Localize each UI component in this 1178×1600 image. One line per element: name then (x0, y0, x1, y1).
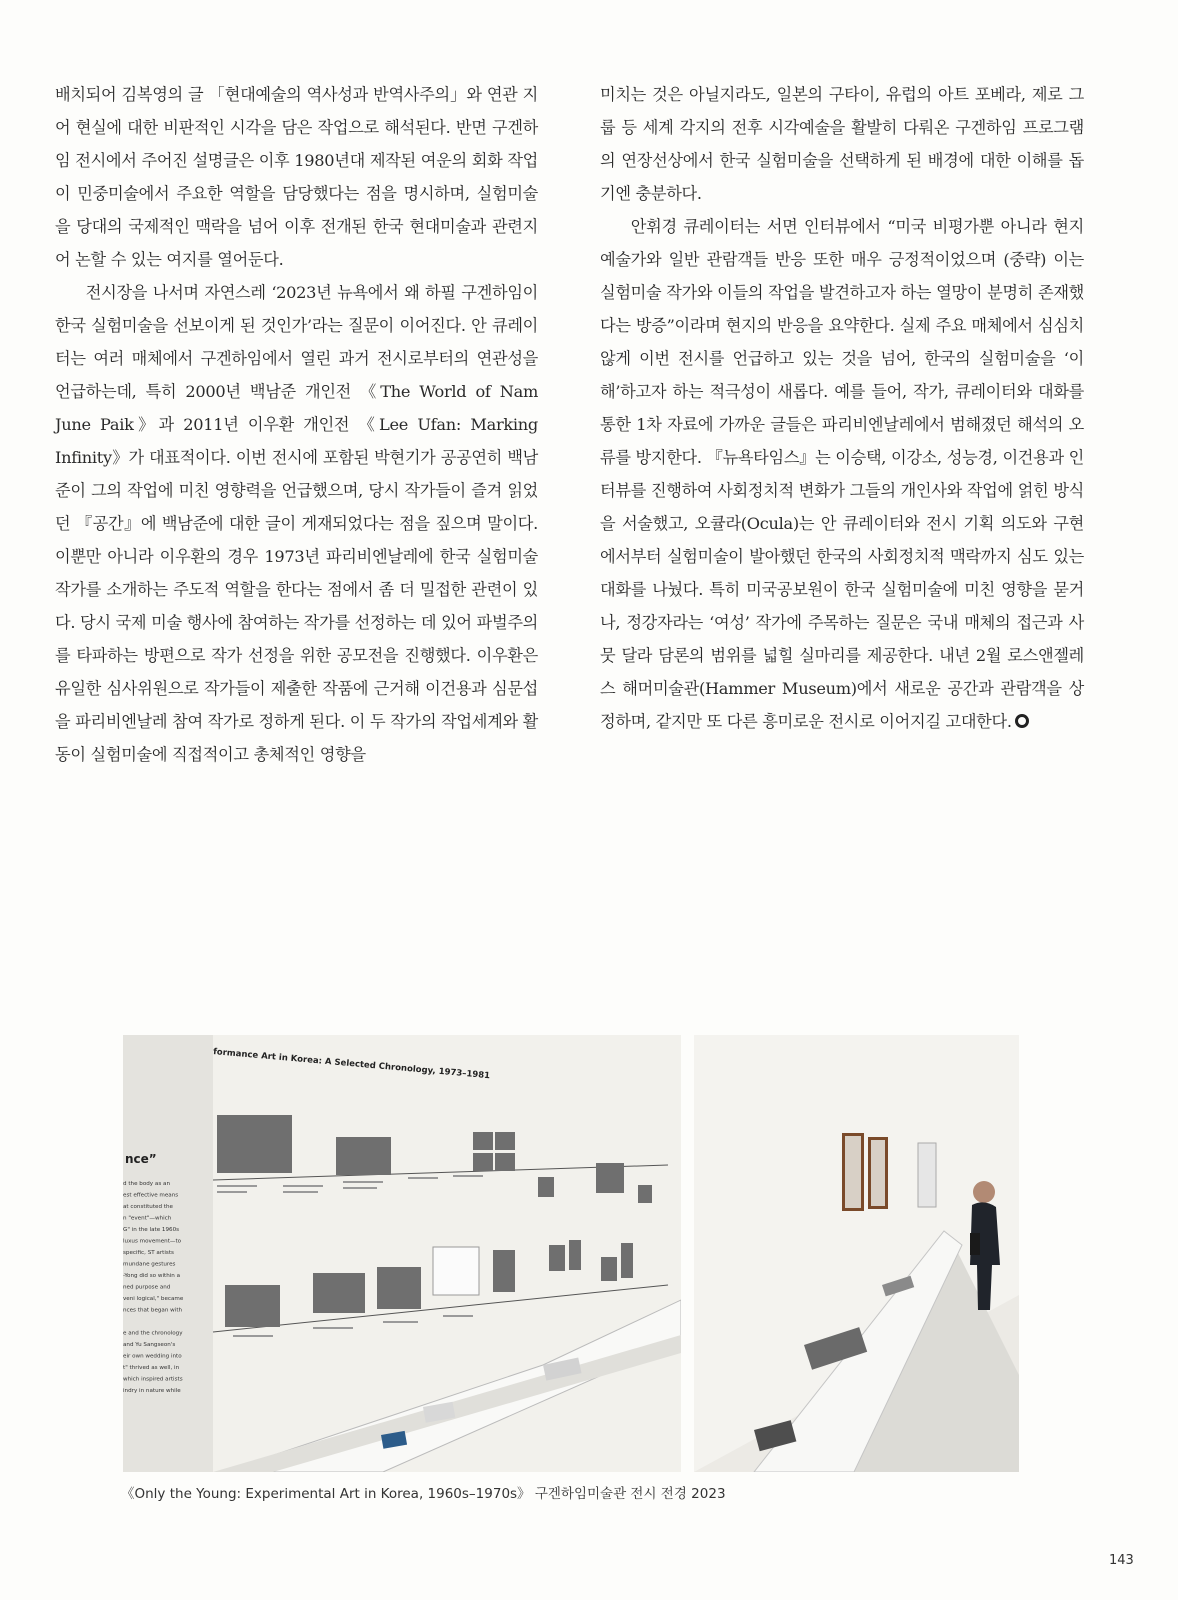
paragraph: 미치는 것은 아닐지라도, 일본의 구타이, 유럽의 아트 포베라, 제로 그룹 등 세계 각지의 전후 시각예술을 활발히 다뤄온 구겐하임 프로그램의 연장선상에서 한국 실험미술을 선택하게 된 배경에 대한 이해를 돕기엔 충분하다. (600, 85, 1084, 203)
right-text-column (600, 78, 1084, 738)
exhibition-photo-chronology-wall (123, 1035, 681, 1472)
wall-side-text-line: eir own wedding into (123, 1353, 182, 1360)
wall-side-text-line: ned purpose and (123, 1284, 171, 1291)
left-text-column (55, 78, 538, 771)
page-number: 143 (1109, 1553, 1134, 1568)
wall-side-text-line: luxus movement—to (123, 1238, 182, 1245)
vitrine-visitor-illustration (694, 1035, 1019, 1472)
wall-side-text-line: nces that began with (123, 1307, 183, 1314)
wall-side-text-line: mundane gestures (123, 1261, 176, 1268)
wall-side-text-line: t" thrived as well, in (123, 1365, 180, 1371)
chronology-wall-illustration (123, 1035, 681, 1472)
wall-quote-fragment: nce” (125, 1152, 157, 1166)
wall-side-text-line: -Yong did so within a (123, 1273, 181, 1279)
photo-caption: 《Only the Young: Experimental Art in Korea, 1960s–1970s》 구겐하임미술관 전시 전경 2023 (121, 1486, 726, 1502)
paragraph: 배치되어 김복영의 글 「현대예술의 역사성과 반역사주의」와 연관 지어 현실에 대한 비판적인 시각을 담은 작업으로 해석된다. 반면 구겐하임 전시에서 주어진 설명글은 이후 1980년대 제작된 여운의 회화 작업이 민중미술에서 주요한 역할을 담당했다는 점을 명시하며, 실험미술을 당대의 국제적인 맥락을 넘어 이후 전개된 한국 현대미술과 관련지어 논할 수 있는 여지를 열어둔다. (55, 85, 538, 269)
wall-side-text-line: specific, ST artists (123, 1250, 174, 1256)
end-of-article-icon (1015, 714, 1029, 728)
wall-side-text-line: e and the chronology (123, 1330, 183, 1337)
paragraph-text: 안휘경 큐레이터는 서면 인터뷰에서 “미국 비평가뿐 아니라 현지 예술가와 일반 관람객들 반응 또한 매우 긍정적이었으며 (중략) 이는 실험미술 작가와 이들의 작업을 발견하고자 하는 열망이 분명히 존재했다는 방증”이라며 현지의 반응을 요약한다. 실제 주요 매체에서 심심치 않게 이번 전시를 언급하고 있는 것을 넘어, 한국의 실험미술을 ‘이해’하고자 하는 적극성이 새롭다. 예를 들어, 작가, 큐레이터와 대화를 통한 1차 자료에 가까운 글들은 파리비엔날레에서 범해졌던 해석의 오류를 방지한다. 『뉴욕타임스』는 이승택, 이강소, 성능경, 이건용과 인터뷰를 진행하여 사회정치적 변화가 그들의 개인사와 작업에 얽힌 방식을 서술했고, 오큘라(Ocula)는 안 큐레이터와 전시 기획 의도와 구현에서부터 실험미술이 발아했던 한국의 사회정치적 맥락까지 심도 있는 대화를 나눴다. 특히 미국공보원이 한국 실험미술에 미친 영향을 묻거나, 정강자라는 ‘여성’ 작가에 주목하는 질문은 국내 매체의 접근과 사뭇 달라 담론의 범위를 넓힐 실마리를 제공한다. 내년 2월 로스앤젤레스 해머미술관(Hammer Museum)에서 새로운 공간과 관람객을 상정하며, 같지만 또 다른 흥미로운 전시로 이어지길 고대한다. (600, 217, 1084, 731)
wall-side-text-line: est effective means (123, 1192, 179, 1199)
wall-side-text-line: indry in nature while (123, 1388, 181, 1394)
wall-side-text-line: d the body as an (123, 1181, 170, 1187)
paragraph (600, 210, 1084, 738)
wall-side-text-line: which inspired artists (123, 1376, 183, 1383)
wall-side-text-line: and Yu Sangseon's (123, 1342, 176, 1348)
wall-side-text-line: n "event"—which (123, 1215, 172, 1222)
wall-side-text-line: veni logical," became (123, 1296, 184, 1302)
paragraph: 전시장을 나서며 자연스레 ‘2023년 뉴욕에서 왜 하필 구겐하임이 한국 실험미술을 선보이게 된 것인가’라는 질문이 이어진다. 안 큐레이터는 여러 매체에서 구겐하임에서 열린 과거 전시로부터의 연관성을 언급하는데, 특히 2000년 백남준 개인전 《The World of Nam June Paik》과 2011년 이우환 개인전 《Lee Ufan: Marking Infinity》가 대표적이다. 이번 전시에 포함된 박현기가 공공연히 백남준이 그의 작업에 미친 영향력을 언급했으며, 당시 작가들이 즐겨 읽었던 『공간』에 백남준에 대한 글이 게재되었다는 점을 짚으며 말이다. 이뿐만 아니라 이우환의 경우 1973년 파리비엔날레에 한국 실험미술 작가를 소개하는 주도적 역할을 한다는 점에서 좀 더 밀접한 관련이 있다. 당시 국제 미술 행사에 참여하는 작가를 선정하는 데 있어 파벌주의를 타파하는 방편으로 작가 선정을 위한 공모전을 진행했다. 이우환은 유일한 심사위원으로 작가들이 제출한 작품에 근거해 이건용과 심문섭을 파리비엔날레 참여 작가로 정하게 된다. 이 두 작가의 작업세계와 활동이 실험미술에 직접적이고 총체적인 영향을 (55, 283, 538, 764)
exhibition-photo-vitrine (694, 1035, 1019, 1472)
wall-side-text-line: G" in the late 1960s (123, 1227, 180, 1233)
wall-title: formance Art in Korea: A Selected Chronology, 1973–1981 (212, 1047, 491, 1082)
wall-side-text-line: at constituted the (123, 1204, 173, 1210)
